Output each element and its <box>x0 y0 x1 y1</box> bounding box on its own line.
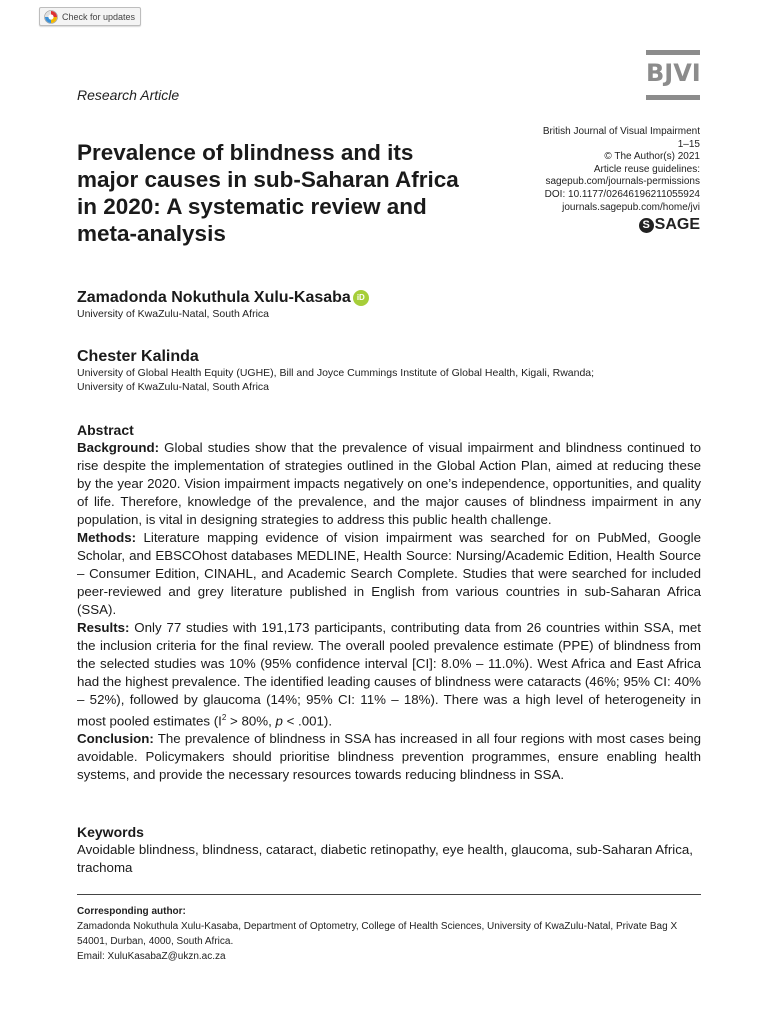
publisher-name: SAGE <box>654 216 700 233</box>
journal-home-link[interactable]: journals.sagepub.com/home/jvi <box>562 201 700 213</box>
abstract-section <box>77 421 701 784</box>
author-name: Chester Kalinda <box>77 348 199 365</box>
orcid-icon[interactable]: iD <box>353 290 369 306</box>
corresponding-label: Corresponding author: <box>77 906 186 917</box>
corresponding-address: Zamadonda Nokuthula Xulu-Kasaba, Department of Optometry, College of Health Sciences, University of KwaZulu-Natal, Private Bag X 54001, Durban, 4000, South Africa. <box>77 921 678 947</box>
journal-info <box>480 126 700 214</box>
publisher-logo <box>639 216 700 234</box>
keywords-text: Avoidable blindness, blindness, cataract, diabetic retinopathy, eye health, glaucoma, sub-Saharan Africa, trachoma <box>77 842 693 875</box>
results-p-value: p <box>275 713 283 729</box>
journal-name: British Journal of Visual Impairment <box>542 126 700 137</box>
reuse-guidelines: Article reuse guidelines: <box>593 163 700 175</box>
background-label: Background: <box>77 440 160 455</box>
results-text: Only 77 studies with 191,173 participants, contributing data from 26 countries within SSA, met the inclusion criteria for the final review. The overall pooled prevalence estimate (PPE) of blindness from the selected studies was 10% (95% confidence interval [CI]: 8.0% – 11.0%). West Africa and East Africa had the highest prevalence. The identified leading causes of blindness were cataracts (46%; 95% CI: 40% – 52%), followed by glaucoma (14%; 95% CI: 11% – 18%). There was a high level of heterogeneity in most pooled estimates (I <box>77 620 701 729</box>
article-type: Research Article <box>77 87 180 103</box>
abstract-methods <box>77 529 701 619</box>
author-affiliation: University of KwaZulu-Natal, South Africa <box>77 308 269 320</box>
methods-text: Literature mapping evidence of vision impairment was searched for on PubMed, Google Scholar, and EBSCOhost databases MEDLINE, Health Source: Nursing/Academic Edition, Health Source – Consumer Edition, CINAHL, and Academic Search Complete. Studies that were searched for included peer-reviewed and grey literature published in English from various countries in sub-Saharan Africa (SSA). <box>77 530 701 617</box>
author-block-2 <box>77 348 697 394</box>
doi-link[interactable]: DOI: 10.1177/02646196211055924 <box>544 188 700 200</box>
page-range: 1–15 <box>677 138 700 150</box>
author-affiliation: University of KwaZulu-Natal, South Africa <box>77 381 269 393</box>
author-affiliation: University of Global Health Equity (UGHE), Bill and Joyce Cummings Institute of Global Health, Kigali, Rwanda; <box>77 367 595 379</box>
abstract-results <box>77 619 701 730</box>
abstract-background <box>77 439 701 529</box>
results-text-mid: > 80%, <box>226 713 276 729</box>
check-for-updates-label: Check for updates <box>62 11 136 22</box>
journal-logo <box>646 50 700 100</box>
results-text-end: < .001). <box>282 713 333 729</box>
logo-top-bar <box>646 50 700 55</box>
conclusion-label: Conclusion: <box>77 731 154 747</box>
background-text: Global studies show that the prevalence of visual impairment and blindness continued to rise despite the implementation of strategies outlined in the Global Action Plan, aimed at reducing these by the year 2020. Vision impairment impacts negatively on one’s independence, opportunities, and quality of life. Therefore, knowledge of the prevalence, and the major causes of blindness impairment in any population, is vital in designing strategies to address this public health challenge. <box>77 440 702 527</box>
sage-icon: S <box>639 218 654 233</box>
logo-bottom-bar <box>646 95 700 100</box>
conclusion-text: The prevalence of blindness in SSA has increased in all four regions with most cases being avoidable. Policymakers should prioritise blindness prevention programmes, ensure enabling health systems, and provide the necessary resources towards reducing blindness in SSA. <box>77 731 701 783</box>
abstract-heading: Abstract <box>77 422 134 438</box>
keywords-section <box>77 823 701 877</box>
author-block-1 <box>77 289 697 321</box>
article-title: Prevalence of blindness and its major causes in sub-Saharan Africa in 2020: A systematic review and meta-analysis <box>77 140 459 246</box>
results-label: Results: <box>77 620 130 635</box>
methods-label: Methods: <box>77 530 137 545</box>
author-name: Zamadonda Nokuthula Xulu-Kasaba <box>77 289 351 306</box>
abstract-conclusion <box>77 730 701 784</box>
copyright: © The Author(s) 2021 <box>604 151 700 163</box>
results-superscript: 2 <box>221 713 227 722</box>
corresponding-email[interactable]: Email: XuluKasabaZ@ukzn.ac.za <box>77 951 226 962</box>
permissions-link[interactable]: sagepub.com/journals-permissions <box>545 176 700 188</box>
footnote-divider <box>77 894 701 895</box>
crossmark-icon <box>44 10 58 24</box>
corresponding-author <box>77 904 701 964</box>
logo-text: BJVI <box>646 59 701 87</box>
check-for-updates-button[interactable] <box>39 7 141 26</box>
keywords-heading: Keywords <box>77 824 144 840</box>
